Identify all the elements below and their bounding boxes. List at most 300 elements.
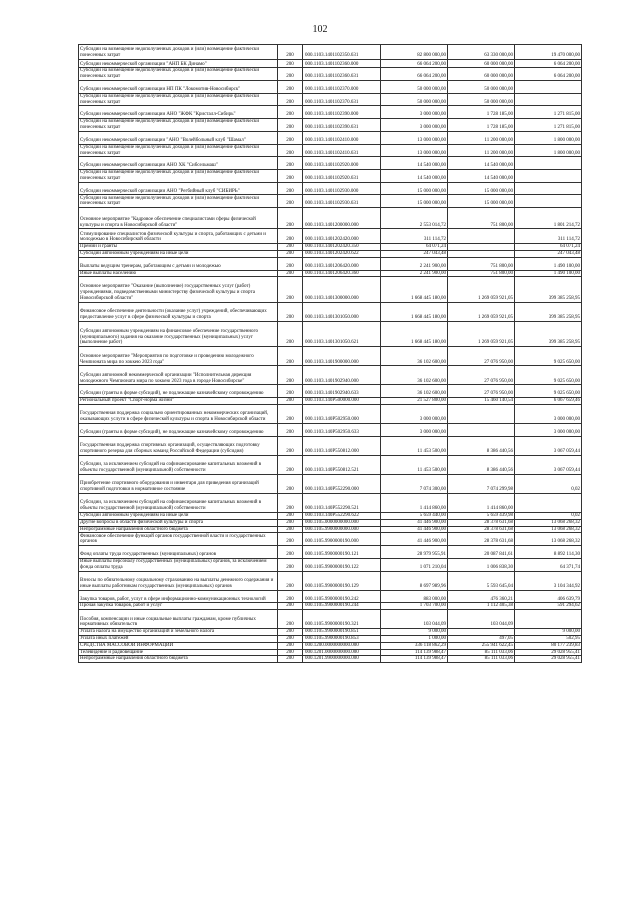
row-approved-cell: 50 000 000,00 [381, 81, 448, 94]
table-row [79, 195, 582, 208]
row-executed-cell: 751 800,00 [448, 270, 515, 277]
row-approved-cell: 1 000,00 [381, 636, 448, 643]
row-kbk-cell: 000.1103.1401102920.000 [303, 157, 381, 170]
row-kbk-cell: 000.1103.1401200000.000 [303, 208, 381, 229]
row-remaining-cell: 399 385 258,95 [515, 321, 582, 346]
row-remaining-cell [515, 157, 582, 170]
row-code-cell: 200 [278, 119, 303, 132]
row-code-cell: 200 [278, 131, 303, 144]
table-row [79, 493, 582, 512]
row-code-cell: 200 [278, 610, 303, 629]
row-approved-cell: 1 071 210,04 [381, 558, 448, 571]
row-kbk-cell: 000.1105.9900000190.129 [303, 571, 381, 590]
table-row [79, 144, 582, 157]
row-approved-cell: 1 668 445 180,00 [381, 277, 448, 302]
row-executed-cell: 751 800,00 [448, 208, 515, 229]
row-kbk-cell: 000.1105.9900000190.000 [303, 533, 381, 546]
row-code-cell: 200 [278, 656, 303, 663]
table-row [79, 455, 582, 474]
row-approved-cell: 3 000 000,00 [381, 424, 448, 437]
row-kbk-cell: 000.1103.1401206420.000 [303, 257, 381, 270]
row-name-cell: Субсидии на возмещение недополученных доходов и (или) возмещение фактически понесенных затрат [79, 195, 278, 208]
table-row [79, 519, 582, 526]
table-row [79, 119, 582, 132]
row-executed-cell: 28 378 631,68 [448, 526, 515, 533]
row-executed-cell: 1 006 838,30 [448, 558, 515, 571]
row-name-cell: Непрограммные направления областного бюджета [79, 656, 278, 663]
row-executed-cell [448, 229, 515, 244]
row-kbk-cell: 000.1105.0000000000.000 [303, 519, 381, 526]
row-code-cell: 200 [278, 68, 303, 81]
row-executed-cell [448, 424, 515, 437]
row-approved-cell: 36 102 600,00 [381, 347, 448, 366]
row-executed-cell: 27 076 950,00 [448, 385, 515, 398]
table-row [79, 131, 582, 144]
row-remaining-cell: 9 025 650,00 [515, 385, 582, 398]
row-executed-cell: 476 360,21 [448, 590, 515, 603]
table-row [79, 170, 582, 183]
row-code-cell: 200 [278, 603, 303, 610]
table-row [79, 251, 582, 258]
row-name-cell: Стимулирование специалистов физической культуры и спорта, работающих с детьми и молодежью в Новосибирской области [79, 229, 278, 244]
row-name-cell: Прочая закупка товаров, работ и услуг [79, 603, 278, 610]
row-executed-cell: 50 000 000,00 [448, 81, 515, 94]
row-code-cell: 200 [278, 642, 303, 649]
row-name-cell: Основное мероприятие "Мероприятия по подготовке и проведению молодежного Чемпионата мира по хоккею 2023 года" [79, 347, 278, 366]
row-name-cell: Финансовое обеспечение функций органов государственной власти и государственных органов [79, 533, 278, 546]
table-row [79, 398, 582, 405]
row-approved-cell: 41 446 900,00 [381, 526, 448, 533]
row-remaining-cell: 1 490 100,00 [515, 270, 582, 277]
table-row [79, 571, 582, 590]
row-code-cell: 200 [278, 302, 303, 321]
row-approved-cell: 1 703 700,00 [381, 603, 448, 610]
row-code-cell: 200 [278, 182, 303, 195]
row-name-cell: Закупка товаров, работ, услуг в сфере информационно-коммуникационных технологий [79, 590, 278, 603]
row-remaining-cell [515, 93, 582, 106]
row-remaining-cell [515, 81, 582, 94]
row-name-cell: Субсидии на возмещение недополученных доходов и (или) возмещение фактически понесенных затрат [79, 45, 278, 60]
row-code-cell: 200 [278, 366, 303, 385]
row-approved-cell: 14 540 000,00 [381, 157, 448, 170]
table-row [79, 59, 582, 67]
row-code-cell: 200 [278, 277, 303, 302]
row-approved-cell: 247 043,48 [381, 251, 448, 258]
table-row [79, 257, 582, 270]
row-kbk-cell: 000.1103.1401902940.000 [303, 366, 381, 385]
table-row [79, 244, 582, 251]
row-remaining-cell: 29 028 955,41 [515, 656, 582, 663]
row-remaining-cell: 1 800 000,00 [515, 144, 582, 157]
row-code-cell: 200 [278, 270, 303, 277]
table-row [79, 642, 582, 649]
row-executed-cell: 85 111 033,06 [448, 656, 515, 663]
row-executed-cell: 15 000 000,00 [448, 195, 515, 208]
row-executed-cell: 28 378 631,68 [448, 519, 515, 526]
table-row [79, 366, 582, 385]
row-remaining-cell: 9 000,00 [515, 629, 582, 636]
row-code-cell: 200 [278, 257, 303, 270]
row-name-cell: Премии и гранты [79, 244, 278, 251]
row-name-cell: Приобретение спортивного оборудования и инвентаря для приведения организаций спортивной подготовки в нормативное состояние [79, 474, 278, 493]
page-number: 102 [312, 24, 328, 35]
row-kbk-cell: 000.1103.1401102390.000 [303, 106, 381, 119]
row-approved-cell: 3 000 000,00 [381, 106, 448, 119]
table-row [79, 513, 582, 520]
row-name-cell: Финансовое обеспечение деятельности (оказание услуг) учреждений, обеспечивающих предоставление услуг в сфере физической культуры и спорта [79, 302, 278, 321]
row-remaining-cell: 3 000 000,00 [515, 424, 582, 437]
row-executed-cell: 50 000 000,00 [448, 93, 515, 106]
row-code-cell: 200 [278, 571, 303, 590]
row-executed-cell: 27 076 950,00 [448, 366, 515, 385]
row-remaining-cell: 1 271 815,00 [515, 106, 582, 119]
row-code-cell: 200 [278, 436, 303, 455]
row-approved-cell: 5 659 440,00 [381, 513, 448, 520]
row-executed-cell: 1 112 405,38 [448, 603, 515, 610]
row-kbk-cell: 000.1103.1401102410.631 [303, 144, 381, 157]
table-row [79, 182, 582, 195]
row-remaining-cell: 6 064 200,00 [515, 59, 582, 67]
row-remaining-cell: 9 025 650,00 [515, 366, 582, 385]
row-code-cell: 200 [278, 321, 303, 346]
row-executed-cell: 14 540 000,00 [448, 170, 515, 183]
row-code-cell: 200 [278, 558, 303, 571]
table-row [79, 424, 582, 437]
row-approved-cell: 82 800 000,00 [381, 45, 448, 60]
row-executed-cell: 63 330 000,00 [448, 45, 515, 60]
row-remaining-cell [515, 170, 582, 183]
row-kbk-cell: 000.1103.1401202420.350 [303, 244, 381, 251]
row-executed-cell: 1 269 059 921,05 [448, 277, 515, 302]
row-name-cell: Иные выплаты населению [79, 270, 278, 277]
row-executed-cell: 8 386 440,56 [448, 455, 515, 474]
row-kbk-cell: 000.1103.140P500000.000 [303, 398, 381, 405]
row-remaining-cell: 80 177 239,83 [515, 642, 582, 649]
row-kbk-cell: 000.1200.0000000000.000 [303, 642, 381, 649]
row-approved-cell: 28 979 955,91 [381, 546, 448, 559]
row-code-cell: 200 [278, 590, 303, 603]
row-code-cell: 200 [278, 385, 303, 398]
row-kbk-cell: 000.1103.1401202420.000 [303, 229, 381, 244]
table-row [79, 208, 582, 229]
row-remaining-cell: 1 800 000,00 [515, 131, 582, 144]
row-executed-cell: 751 800,00 [448, 257, 515, 270]
row-remaining-cell: 13 068 268,32 [515, 526, 582, 533]
row-remaining-cell: 399 385 258,95 [515, 302, 582, 321]
budget-table [78, 44, 582, 663]
table-row [79, 385, 582, 398]
row-approved-cell: 15 000 000,00 [381, 182, 448, 195]
row-code-cell: 200 [278, 493, 303, 512]
row-remaining-cell [515, 182, 582, 195]
row-code-cell: 200 [278, 251, 303, 258]
row-name-cell: Субсидии, за исключением субсидий на софинансирование капитальных вложений в объекты государственной (муниципальной) собственности [79, 455, 278, 474]
row-code-cell: 200 [278, 347, 303, 366]
row-code-cell: 200 [278, 629, 303, 636]
row-name-cell: Субсидии автономным учреждениям на финансовое обеспечение государственного (муниципального) задания на оказание государственных (муниципальных) услуг (выполнение работ) [79, 321, 278, 346]
row-approved-cell: 103 044,09 [381, 610, 448, 629]
row-approved-cell: 13 000 000,00 [381, 144, 448, 157]
table-row [79, 277, 582, 302]
row-name-cell: Субсидии (гранты в форме субсидий), не подлежащие казначейскому сопровождению [79, 424, 278, 437]
row-executed-cell: 85 111 033,06 [448, 649, 515, 656]
row-approved-cell: 21 527 800,00 [381, 398, 448, 405]
table-row [79, 533, 582, 546]
row-executed-cell: 27 076 950,00 [448, 347, 515, 366]
row-kbk-cell: 000.1103.1401102370.631 [303, 93, 381, 106]
row-executed-cell [448, 404, 515, 423]
table-row [79, 302, 582, 321]
row-code-cell: 200 [278, 533, 303, 546]
row-approved-cell: 41 446 900,00 [381, 519, 448, 526]
row-remaining-cell: 3 067 059,44 [515, 455, 582, 474]
row-name-cell: Фонд оплаты труда государственных (муниципальных) органов [79, 546, 278, 559]
row-approved-cell: 66 064 200,00 [381, 59, 448, 67]
row-remaining-cell: 3 000 000,00 [515, 404, 582, 423]
row-name-cell: Основное мероприятие "Оказание (выполнение) государственных услуг (работ) учреждениями, подведомственными министерству физической культуры и спорта Новосибирской области" [79, 277, 278, 302]
row-executed-cell: 255 941 622,45 [448, 642, 515, 649]
row-kbk-cell: 000.1103.140P552290.000 [303, 474, 381, 493]
row-executed-cell: 1 269 059 921,05 [448, 302, 515, 321]
row-code-cell: 200 [278, 636, 303, 643]
row-approved-cell: 883 000,00 [381, 590, 448, 603]
row-code-cell: 200 [278, 170, 303, 183]
row-remaining-cell: 29 028 955,41 [515, 649, 582, 656]
row-remaining-cell: 1 271 815,00 [515, 119, 582, 132]
row-kbk-cell: 000.1105.9900000000.000 [303, 526, 381, 533]
row-approved-cell: 50 000 000,00 [381, 93, 448, 106]
row-remaining-cell: 406 639,79 [515, 590, 582, 603]
table-row [79, 81, 582, 94]
row-remaining-cell [515, 610, 582, 629]
row-kbk-cell: 000.1103.1401102360.000 [303, 59, 381, 67]
table-row [79, 629, 582, 636]
row-name-cell: Выплаты ведущим тренерам, работающим с детьми и молодежью [79, 257, 278, 270]
row-code-cell: 200 [278, 208, 303, 229]
row-code-cell: 200 [278, 455, 303, 474]
row-executed-cell: 14 540 000,00 [448, 157, 515, 170]
row-name-cell: Государственная поддержка спортивных организаций, осуществляющих подготовку спортивного резерва для сборных команд Российской Федерации (субсидия) [79, 436, 278, 455]
row-approved-cell: 311 114,72 [381, 229, 448, 244]
row-kbk-cell: 000.1103.140P552290.521 [303, 493, 381, 512]
row-kbk-cell: 000.1103.1401102410.000 [303, 131, 381, 144]
row-remaining-cell [515, 195, 582, 208]
row-approved-cell: 114 139 988,47 [381, 649, 448, 656]
row-approved-cell: 114 139 988,47 [381, 656, 448, 663]
row-name-cell: Субсидии автономной некоммерческой организации "Исполнительная дирекция молодежного Чемпионата мира по хоккею 2023 года в городе Новосибирске" [79, 366, 278, 385]
row-code-cell: 200 [278, 526, 303, 533]
row-code-cell: 200 [278, 157, 303, 170]
row-executed-cell: 11 200 000,00 [448, 131, 515, 144]
row-remaining-cell: 6 067 659,46 [515, 398, 582, 405]
row-kbk-cell: 000.1105.9900000190.321 [303, 610, 381, 629]
row-code-cell: 200 [278, 404, 303, 423]
row-name-cell: СРЕДСТВА МАССОВОЙ ИНФОРМАЦИИ [79, 642, 278, 649]
table-row [79, 590, 582, 603]
row-remaining-cell: 0,02 [515, 474, 582, 493]
row-name-cell: Региональный проект "Спорт-норма жизни" [79, 398, 278, 405]
table-row [79, 636, 582, 643]
row-kbk-cell: 000.1103.1401102930.631 [303, 195, 381, 208]
row-approved-cell: 11 453 500,00 [381, 455, 448, 474]
table-row [79, 321, 582, 346]
row-code-cell: 200 [278, 81, 303, 94]
row-code-cell: 200 [278, 93, 303, 106]
row-executed-cell: 1 269 059 921,05 [448, 321, 515, 346]
row-name-cell: Субсидии некоммерческой организации АНО ХК "Сибсельмаш" [79, 157, 278, 170]
row-kbk-cell: 000.1103.1401900000.000 [303, 347, 381, 366]
table-row [79, 106, 582, 119]
row-approved-cell: 8 697 989,96 [381, 571, 448, 590]
row-name-cell: Субсидии автономным учреждениям на иные цели [79, 513, 278, 520]
row-name-cell: Субсидии некоммерческой организации "АНП БК Динамо" [79, 59, 278, 67]
table-row [79, 546, 582, 559]
row-remaining-cell: 3 104 344,92 [515, 571, 582, 590]
table-row [79, 656, 582, 663]
row-approved-cell: 1 414 860,00 [381, 493, 448, 512]
table-row [79, 157, 582, 170]
row-executed-cell: 15 000 000,00 [448, 182, 515, 195]
row-remaining-cell: 64 371,74 [515, 558, 582, 571]
row-name-cell: Субсидии на возмещение недополученных доходов и (или) возмещение фактически понесенных затрат [79, 68, 278, 81]
row-approved-cell: 36 102 600,00 [381, 385, 448, 398]
row-kbk-cell: 000.1105.9900000190.244 [303, 603, 381, 610]
row-approved-cell: 3 000 000,00 [381, 404, 448, 423]
row-kbk-cell: 000.1105.9900000190.851 [303, 629, 381, 636]
row-remaining-cell: 64 071,24 [515, 244, 582, 251]
row-approved-cell: 64 071,24 [381, 244, 448, 251]
row-name-cell: Субсидии на возмещение недополученных доходов и (или) возмещение фактически понесенных затрат [79, 119, 278, 132]
row-approved-cell: 15 000 000,00 [381, 195, 448, 208]
row-kbk-cell: 000.1103.140P550812.000 [303, 436, 381, 455]
row-remaining-cell: 19 470 000,00 [515, 45, 582, 60]
row-remaining-cell [515, 493, 582, 512]
row-remaining-cell: 1 801 214,72 [515, 208, 582, 229]
row-remaining-cell: 247 043,48 [515, 251, 582, 258]
row-remaining-cell: 0,02 [515, 513, 582, 520]
row-executed-cell [448, 251, 515, 258]
row-kbk-cell: 000.1103.1401102360.631 [303, 68, 381, 81]
table-row [79, 558, 582, 571]
row-remaining-cell: 6 064 200,00 [515, 68, 582, 81]
row-executed-cell: 20 087 841,61 [448, 546, 515, 559]
row-executed-cell: 7 074 299,98 [448, 474, 515, 493]
row-kbk-cell: 000.1103.1401102920.631 [303, 170, 381, 183]
table-row [79, 649, 582, 656]
table-row [79, 93, 582, 106]
row-name-cell: Субсидии некоммерческой организации АНО "ЖФК "Кристалл-Сибирь" [79, 106, 278, 119]
row-code-cell: 200 [278, 106, 303, 119]
row-name-cell: Субсидии на возмещение недополученных доходов и (или) возмещение фактически понесенных затрат [79, 144, 278, 157]
row-kbk-cell: 000.1201.9900000000.000 [303, 656, 381, 663]
row-executed-cell [448, 244, 515, 251]
table-row [79, 68, 582, 81]
row-remaining-cell: 8 892 114,30 [515, 546, 582, 559]
row-code-cell: 200 [278, 424, 303, 437]
row-approved-cell: 2 241 900,00 [381, 270, 448, 277]
row-name-cell: Основное мероприятие "Кадровое обеспечение специалистами сферы физической культуры и спорта в Новосибирской области" [79, 208, 278, 229]
table-row [79, 404, 582, 423]
row-code-cell: 200 [278, 649, 303, 656]
row-executed-cell: 8 386 440,56 [448, 436, 515, 455]
row-code-cell: 200 [278, 513, 303, 520]
row-executed-cell [448, 629, 515, 636]
row-code-cell: 200 [278, 519, 303, 526]
row-remaining-cell: 591 294,62 [515, 603, 582, 610]
row-approved-cell: 336 118 862,29 [381, 642, 448, 649]
row-remaining-cell: 9 025 650,00 [515, 347, 582, 366]
row-name-cell: Пособия, компенсации и иные социальные выплаты гражданам, кроме публичных нормативных обязательств [79, 610, 278, 629]
row-name-cell: Государственная поддержка социально ориентированных некоммерческих организаций, оказывающих услуги в сфере физической культуры и спорта в Новосибирской области [79, 404, 278, 423]
row-executed-cell: 60 000 000,00 [448, 68, 515, 81]
row-kbk-cell: 000.1105.9900000190.121 [303, 546, 381, 559]
row-code-cell: 200 [278, 195, 303, 208]
table-row [79, 474, 582, 493]
row-code-cell: 200 [278, 229, 303, 244]
row-executed-cell: 1 728 185,00 [448, 106, 515, 119]
row-approved-cell: 3 000 000,00 [381, 119, 448, 132]
row-name-cell: Субсидии (гранты в форме субсидий), не подлежащие казначейскому сопровождению [79, 385, 278, 398]
row-approved-cell: 1 668 445 180,00 [381, 302, 448, 321]
table-row [79, 45, 582, 60]
table-row [79, 526, 582, 533]
row-kbk-cell: 000.1103.1401102350.631 [303, 45, 381, 60]
row-name-cell: Иные выплаты персоналу государственных (муниципальных) органов, за исключением фонда оплаты труда [79, 558, 278, 571]
row-executed-cell: 1 728 185,00 [448, 119, 515, 132]
row-name-cell: Уплата иных платежей [79, 636, 278, 643]
table-row [79, 610, 582, 629]
row-approved-cell: 2 241 900,00 [381, 257, 448, 270]
row-name-cell: Субсидии некоммерческой организации АНО "Регбийный клуб "СИБИРЬ" [79, 182, 278, 195]
row-name-cell: Уплата налога на имущество организаций и земельного налога [79, 629, 278, 636]
row-kbk-cell: 000.1103.140P502950.633 [303, 424, 381, 437]
row-kbk-cell: 000.1201.0000000000.000 [303, 649, 381, 656]
row-kbk-cell: 000.1103.1401301050.621 [303, 321, 381, 346]
row-code-cell: 200 [278, 59, 303, 67]
row-kbk-cell: 000.1103.140P550812.521 [303, 455, 381, 474]
row-name-cell: Телевидение и радиовещание [79, 649, 278, 656]
row-approved-cell: 2 553 014,72 [381, 208, 448, 229]
row-approved-cell: 1 668 445 180,00 [381, 321, 448, 346]
row-executed-cell: 5 659 439,98 [448, 513, 515, 520]
table-row [79, 229, 582, 244]
row-kbk-cell: 000.1103.1401206420.360 [303, 270, 381, 277]
row-approved-cell: 13 000 000,00 [381, 131, 448, 144]
row-approved-cell: 9 000,00 [381, 629, 448, 636]
row-kbk-cell: 000.1103.140P552290.622 [303, 513, 381, 520]
row-executed-cell: 5 593 645,04 [448, 571, 515, 590]
row-kbk-cell: 000.1103.1401902940.633 [303, 385, 381, 398]
row-name-cell: Другие вопросы в области физической культуры и спорта [79, 519, 278, 526]
table-row [79, 603, 582, 610]
row-approved-cell: 66 064 200,00 [381, 68, 448, 81]
row-name-cell: Субсидии некоммерческой организации НП ПК "Локомотив-Новосибирск" [79, 81, 278, 94]
row-approved-cell: 36 102 600,00 [381, 366, 448, 385]
budget-table-body [79, 45, 582, 663]
row-executed-cell: 28 378 631,68 [448, 533, 515, 546]
row-name-cell: Субсидии некоммерческой организации "АНО "Волейбольный клуб "Шамал" [79, 131, 278, 144]
row-executed-cell: 1 414 860,00 [448, 493, 515, 512]
row-name-cell: Субсидии на возмещение недополученных доходов и (или) возмещение фактически понесенных затрат [79, 93, 278, 106]
row-remaining-cell: 502,95 [515, 636, 582, 643]
row-code-cell: 200 [278, 398, 303, 405]
row-code-cell: 200 [278, 546, 303, 559]
row-remaining-cell: 13 068 268,32 [515, 533, 582, 546]
row-approved-cell: 14 540 000,00 [381, 170, 448, 183]
row-name-cell: Субсидии, за исключением субсидий на софинансирование капитальных вложений в объекты государственной (муниципальной) собственности [79, 493, 278, 512]
row-kbk-cell: 000.1103.140P502950.000 [303, 404, 381, 423]
row-kbk-cell: 000.1103.1401102930.000 [303, 182, 381, 195]
